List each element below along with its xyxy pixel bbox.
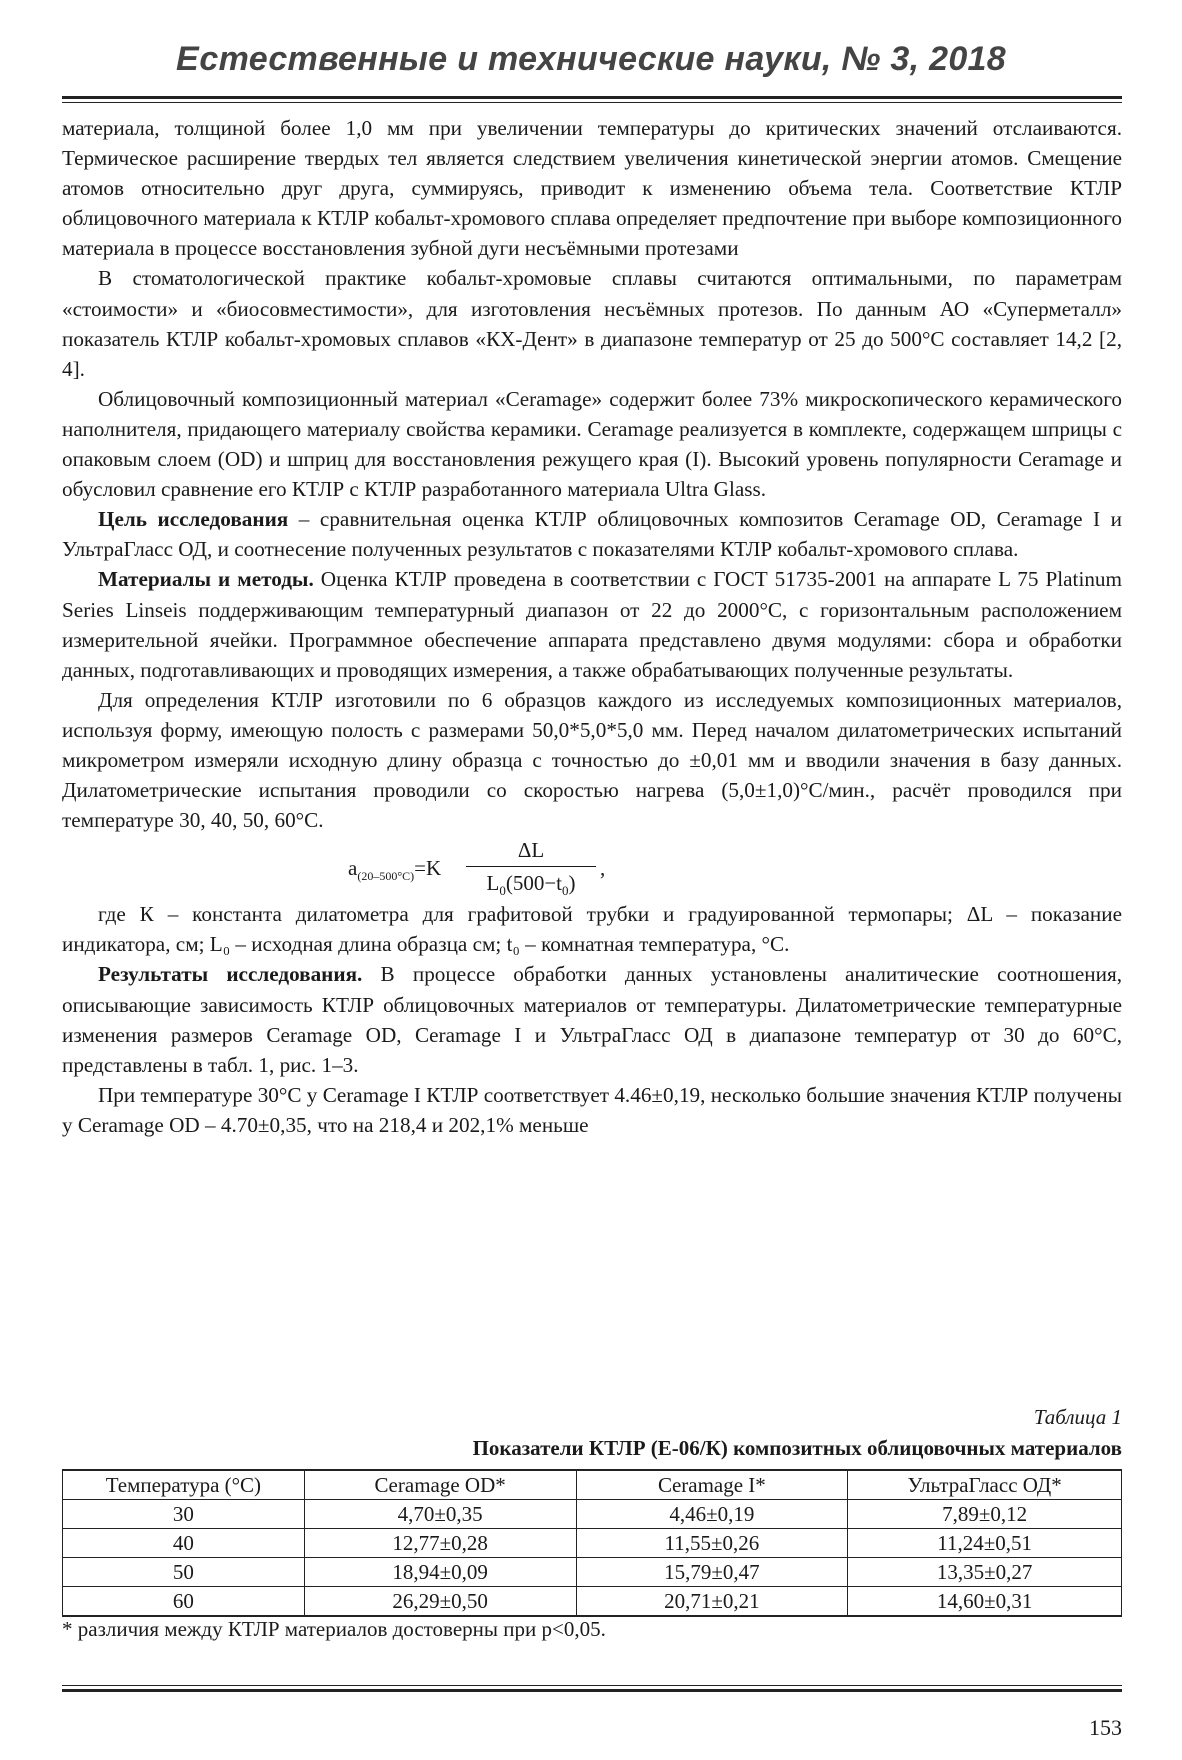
ktlr-table bbox=[62, 1469, 1122, 1617]
table-row bbox=[63, 1529, 1122, 1558]
header-rule-thin bbox=[62, 102, 1122, 103]
paragraph-methods bbox=[62, 564, 1122, 684]
formula-numerator: ΔL bbox=[466, 835, 596, 867]
table-header-cell: Ceramage OD* bbox=[304, 1470, 576, 1500]
page-number: 153 bbox=[1089, 1715, 1122, 1740]
table-title: Показатели КТЛР (Е-06/К) композитных облицовочных материалов bbox=[472, 1436, 1122, 1460]
formula-explanation: где К – константа дилатометра для графитовой трубки и градуированной термопары; ΔL – показание индикатора, см; L₀ – исходная длина образца см; t₀ – комнатная температура, °С. bbox=[62, 902, 1122, 957]
paragraph-lead: Цель исследования bbox=[98, 507, 289, 532]
table-footnote: * различия между КТЛР материалов достоверны при p<0,05. bbox=[62, 1617, 606, 1641]
table-cell: 30 bbox=[63, 1500, 305, 1529]
paragraph-results bbox=[62, 959, 1122, 1079]
table-cell: 4,70±0,35 bbox=[304, 1500, 576, 1529]
table-cell: 11,24±0,51 bbox=[848, 1529, 1122, 1558]
table-header-cell: Ceramage I* bbox=[576, 1470, 848, 1500]
paragraph-lead: Материалы и методы. bbox=[98, 567, 314, 592]
paragraph: В стоматологической практике кобальт-хромовые сплавы считаются оптимальными, по параметрам «стоимости» и «биосовместимости», для изготовления несъёмных протезов. По данным АО «Суперметалл» показатель КТЛР кобальт-хромовых сплавов «КХ-Дент» в диапазоне температур от 25 до 500°С составляет 14,2 [2, 4]. bbox=[62, 266, 1122, 381]
table-cell: 26,29±0,50 bbox=[304, 1587, 576, 1617]
formula-fraction bbox=[466, 835, 596, 906]
table-cell: 15,79±0,47 bbox=[576, 1558, 848, 1587]
table-caption: Таблица 1 bbox=[1033, 1405, 1122, 1429]
paragraph: При температуре 30°С у Ceramage I КТЛР соответствует 4.46±0,19, несколько большие значения КТЛР получены у Ceramage OD – 4.70±0,35, что на 218,4 и 202,1% меньше bbox=[62, 1082, 1122, 1137]
table-cell: 13,35±0,27 bbox=[848, 1558, 1122, 1587]
table-row bbox=[63, 1558, 1122, 1587]
table-header-cell: Температура (°С) bbox=[63, 1470, 305, 1500]
table-cell: 4,46±0,19 bbox=[576, 1500, 848, 1529]
ktlr-formula bbox=[62, 835, 1122, 899]
table-row bbox=[63, 1587, 1122, 1617]
table-cell: 40 bbox=[63, 1529, 305, 1558]
footer-rule-thin bbox=[62, 1685, 1122, 1686]
table-cell: 50 bbox=[63, 1558, 305, 1587]
table-header-cell: УльтраГласс ОД* bbox=[848, 1470, 1122, 1500]
paragraph: Для определения КТЛР изготовили по 6 образцов каждого из исследуемых композиционных материалов, используя форму, имеющую полость с размерами 50,0*5,0*5,0 мм. Перед началом дилатометрических испытаний микрометром измеряли исходную длину образца с точностью до ±0,01 мм и вводили значения в базу данных. Дилатометрические испытания проводили со скоростью нагрева (5,0±1,0)°С/мин., расчёт проводился при температуре 30, 40, 50, 60°С. bbox=[62, 687, 1122, 833]
formula-denominator: $L_0(500-t_0)$ bbox=[486, 871, 576, 899]
table-header-row bbox=[63, 1470, 1122, 1500]
paragraph-lead: Результаты исследования. bbox=[98, 962, 363, 987]
paragraph-aim bbox=[62, 504, 1122, 564]
paragraph: Облицовочный композиционный материал «Ceramage» содержит более 73% микроскопического керамического наполнителя, придающего материалу свойства керамики. Ceramage реализуется в комплекте, содержащем шприцы с опаковым слоем (OD) и шприц для восстановления режущего края (I). Высокий уровень популярности Ceramage и обусловил сравнение его КТЛР с КТЛР разработанного материала Ultra Glass. bbox=[62, 386, 1122, 502]
table-cell: 11,55±0,26 bbox=[576, 1529, 848, 1558]
footer-rule-thick bbox=[62, 1689, 1122, 1692]
table-cell: 7,89±0,12 bbox=[848, 1500, 1122, 1529]
table-row bbox=[63, 1500, 1122, 1529]
paragraph-text: Оценка КТЛР проведена в соответствии с ГОСТ 51735-2001 на аппарате L 75 Platinum Series Linseis поддерживающим температурный диапазон от 22 до 2000°С, с горизонтальным расположением измерительной ячейки. Программное обеспечение аппарата представлено двумя модулями: сбора и обработки данных, подготавливающих и проводящих измерения, а также обрабатывающих полученные результаты. bbox=[62, 567, 1122, 682]
table-cell: 60 bbox=[63, 1587, 305, 1617]
header-rule-thick bbox=[62, 96, 1122, 99]
table-cell: 12,77±0,28 bbox=[304, 1529, 576, 1558]
formula-comma: , bbox=[600, 856, 606, 881]
table-cell: 14,60±0,31 bbox=[848, 1587, 1122, 1617]
paragraph: материала, толщиной более 1,0 мм при увеличении температуры до критических значений отслаиваются. Термическое расширение твердых тел является следствием увеличения кинетической энергии атомов. Смещение атомов относительно друг друга, суммируясь, приводит к изменению объема тела. Соответствие КТЛР облицовочного материала к КТЛР кобальт-хромового сплава определяет предпочтение при выборе композиционного материала в процессе восстановления зубной дуги несъёмными протезами bbox=[62, 116, 1122, 261]
journal-header: Естественные и технические науки, № 3, 2018 bbox=[176, 40, 1006, 78]
table-cell: 18,94±0,09 bbox=[304, 1558, 576, 1587]
paragraph-text: В процессе обработки данных установлены аналитические соотношения, описывающие зависимость КТЛР облицовочных материалов от температуры. Дилатометрические температурные изменения размеров Ceramage OD, Ceramage I и УльтраГласс ОД в диапазоне температур от 30 до 60°С, представлены в табл. 1, рис. 1–3. bbox=[62, 962, 1123, 1077]
table-cell: 20,71±0,21 bbox=[576, 1587, 848, 1617]
paragraph-text: – сравнительная оценка КТЛР облицовочных композитов Ceramage OD, Ceramage I и УльтраГласс ОД, и соотнесение полученных результатов с показателями КТЛР кобальт-хромового сплава. bbox=[62, 507, 1122, 562]
formula-lhs: $a_{(20-500^\circ С)}=K$ bbox=[348, 856, 442, 884]
article-body bbox=[62, 113, 1122, 1140]
